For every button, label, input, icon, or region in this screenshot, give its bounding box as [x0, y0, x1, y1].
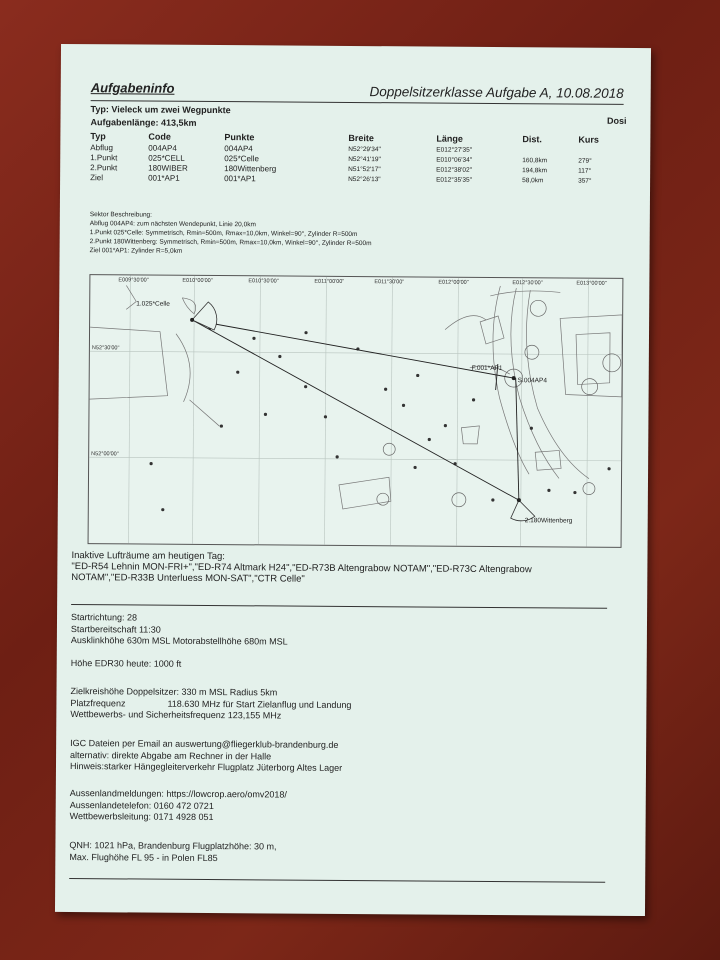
cell-laenge: E012°35'35": [436, 176, 472, 184]
cell-kurs: [578, 146, 608, 156]
turnpoint-wittenberg-marker: [517, 498, 521, 502]
sector-line: Ziel 001*AP1: Zylinder R=5,0km: [89, 247, 183, 255]
cell-dist: 58,0km: [522, 176, 544, 184]
edr30-height: Höhe EDR30 heute: 1000 ft: [70, 658, 182, 669]
task-sectors: [191, 302, 537, 521]
inactive-airspaces: [71, 550, 591, 587]
lon-label: E011°00'00": [314, 278, 345, 285]
cell-laenge: E012°27'35": [436, 146, 473, 154]
cell-typ: Abflug: [90, 142, 114, 152]
sector-line: Abflug 004AP4: zum nächsten Wendepunkt, Linie 20,0km: [89, 220, 256, 229]
turnpoint-celle-marker: [190, 318, 194, 322]
frequency-info: [70, 686, 351, 722]
turnpoint-label-wittenberg: 2.180Wittenberg: [524, 517, 573, 525]
sheet-subtitle: Doppelsitzerklasse Aufgabe A, 10.08.2018: [369, 84, 624, 101]
lon-label: E012°00'00": [438, 279, 469, 286]
waypoint-table: [90, 130, 608, 186]
lat-label: N52°30'00": [91, 345, 120, 352]
col-header-dist: Dist.: [522, 134, 542, 145]
cell-breite: N51°52'17": [348, 165, 381, 173]
cell-kurs: 117°: [578, 167, 592, 175]
sheet-title: Aufgabeninfo: [90, 80, 175, 96]
airfield-frequency-label: Platzfrequenz: [70, 697, 126, 708]
col-header-code: Code: [148, 131, 171, 142]
turnpoint-label-celle: 1.025*Celle: [136, 300, 170, 308]
airspace-circles: [377, 299, 621, 508]
task-type: Typ: Vieleck um zwei Wegpunkte: [90, 104, 231, 116]
cell-kurs: 279°: [578, 157, 592, 165]
sector-description: [90, 210, 372, 257]
lon-label: E011°30'00": [374, 279, 405, 286]
cell-kurs: 357°: [578, 177, 592, 185]
task-sheet: [55, 44, 651, 916]
lon-label: E010°30'00": [248, 278, 279, 285]
task-map-svg: [89, 275, 623, 547]
cell-dist: 160,8km: [522, 156, 548, 164]
cell-breite: N52°26'13": [348, 175, 381, 183]
qnh: QNH: 1021 hPa, Brandenburg Flugplatzhöhe: 30 m,: [69, 840, 277, 852]
outlanding-info: [70, 788, 287, 824]
cell-code: 025*CELL: [148, 153, 185, 163]
header-bar: [91, 80, 624, 105]
col-header-breite: Breite: [348, 132, 374, 144]
release-height: Ausklinkhöhe 630m MSL Motorabstellhöhe 680m MSL: [70, 635, 288, 647]
cell-punkte: 180Wittenberg: [224, 163, 277, 173]
task-legs: [191, 320, 520, 500]
lon-label: E013°00'00": [576, 280, 607, 287]
cell-punkte: 001*AP1: [224, 173, 256, 183]
cell-code: 180WIBER: [148, 163, 188, 173]
pilot-name: Dosi: [606, 115, 627, 126]
finish-circle-height: Zielkreishöhe Doppelsitzer: 330 m MSL Radius 5km: [70, 686, 278, 698]
map-grid: [89, 275, 623, 547]
col-header-punkte: Punkte: [224, 132, 255, 143]
task-map: [88, 274, 624, 548]
cell-code: 001*AP1: [148, 173, 180, 183]
divider: [69, 878, 605, 883]
qnh-info: [69, 840, 276, 864]
cell-dist: 194,8km: [522, 166, 548, 174]
cell-laenge: E010°06'34": [436, 156, 473, 164]
lon-label: E009°30'00": [118, 277, 149, 284]
start-label-ap4: S.004AP4: [517, 377, 548, 385]
cell-typ: 2.Punkt: [90, 162, 118, 172]
sector-line: 1.Punkt 025*Celle: Symmetrisch, Rmin=500m, Rmax=10,0km, Winkel=90°, Zylinder R=500m: [89, 229, 358, 239]
col-header-kurs: Kurs: [578, 134, 599, 145]
cell-typ: Ziel: [90, 172, 104, 182]
max-altitude: Max. Flughöhe FL 95 - in Polen FL85: [69, 851, 218, 863]
lon-label: E010°00'00": [182, 277, 213, 285]
cell-breite: N52°41'19": [348, 155, 381, 163]
hang-glider-notice: Hinweis:starker Hängegleiterverkehr Flugplatz Jüterborg Altes Lager: [69, 761, 343, 773]
col-header-typ: Typ: [90, 131, 106, 142]
cell-dist: [522, 145, 578, 155]
cell-punkte: 025*Celle: [224, 153, 259, 163]
cell-code: 004AP4: [148, 143, 177, 153]
start-info: [71, 612, 288, 648]
sector-line: 2.Punkt 180Wittenberg: Symmetrisch, Rmin=500m, Rmax=10,0km, Winkel=90°, Zylinder R=500m: [89, 238, 372, 248]
igc-alternative: alternativ: direkte Abgabe am Rechner in der Halle: [70, 749, 272, 761]
sector-heading: Sektor Beschreibung:: [89, 211, 153, 219]
cell-laenge: E012°38'02": [436, 166, 472, 174]
task-length: Aufgabenlänge: 413,5km: [90, 117, 197, 128]
finish-label-ap1: F.001*AP1: [471, 364, 503, 373]
divider: [71, 604, 607, 609]
cell-punkte: 004AP4: [224, 143, 253, 153]
finish-ap1-marker: [512, 376, 516, 380]
contest-direction-phone: Wettbewerbsleitung: 0171 4928 051: [69, 811, 214, 823]
lat-label: N52°00'00": [91, 451, 119, 458]
start-readiness: Startbereitschaft 11:30: [70, 623, 161, 635]
outlanding-phone: Aussenlandetelefon: 0160 472 0721: [69, 799, 214, 811]
lon-label: E012°30'00": [512, 280, 543, 287]
inactive-airspaces-list: "ED-R54 Lehnin MON-FRI+","ED-R74 Altmark H24","ED-R73B Altengrabow NOTAM","ED-R73C Altengrabow NOTAM","ED-R33B Unterluess MON-SAT","CTR Celle": [71, 561, 532, 585]
airfield-frequency-value: 118.630 MHz für Start Zielanflug und Landung: [167, 698, 352, 710]
igc-info: [70, 738, 342, 774]
col-header-laenge: Länge: [436, 133, 463, 144]
inactive-airspaces-title: Inaktive Lufträume am heutigen Tag:: [71, 550, 226, 563]
safety-frequency: Wettbewerbs- und Sicherheitsfrequenz 123,155 MHz: [70, 709, 282, 721]
cell-typ: 1.Punkt: [90, 152, 118, 162]
igc-email: IGC Dateien per Email an auswertung@fliegerklub-brandenburg.de: [70, 738, 339, 750]
cell-breite: N52°29'34": [348, 145, 381, 153]
start-direction: Startrichtung: 28: [71, 612, 138, 623]
outlanding-report: Aussenlandmeldungen: https://lowcrop.aero/omv2018/: [69, 788, 287, 800]
